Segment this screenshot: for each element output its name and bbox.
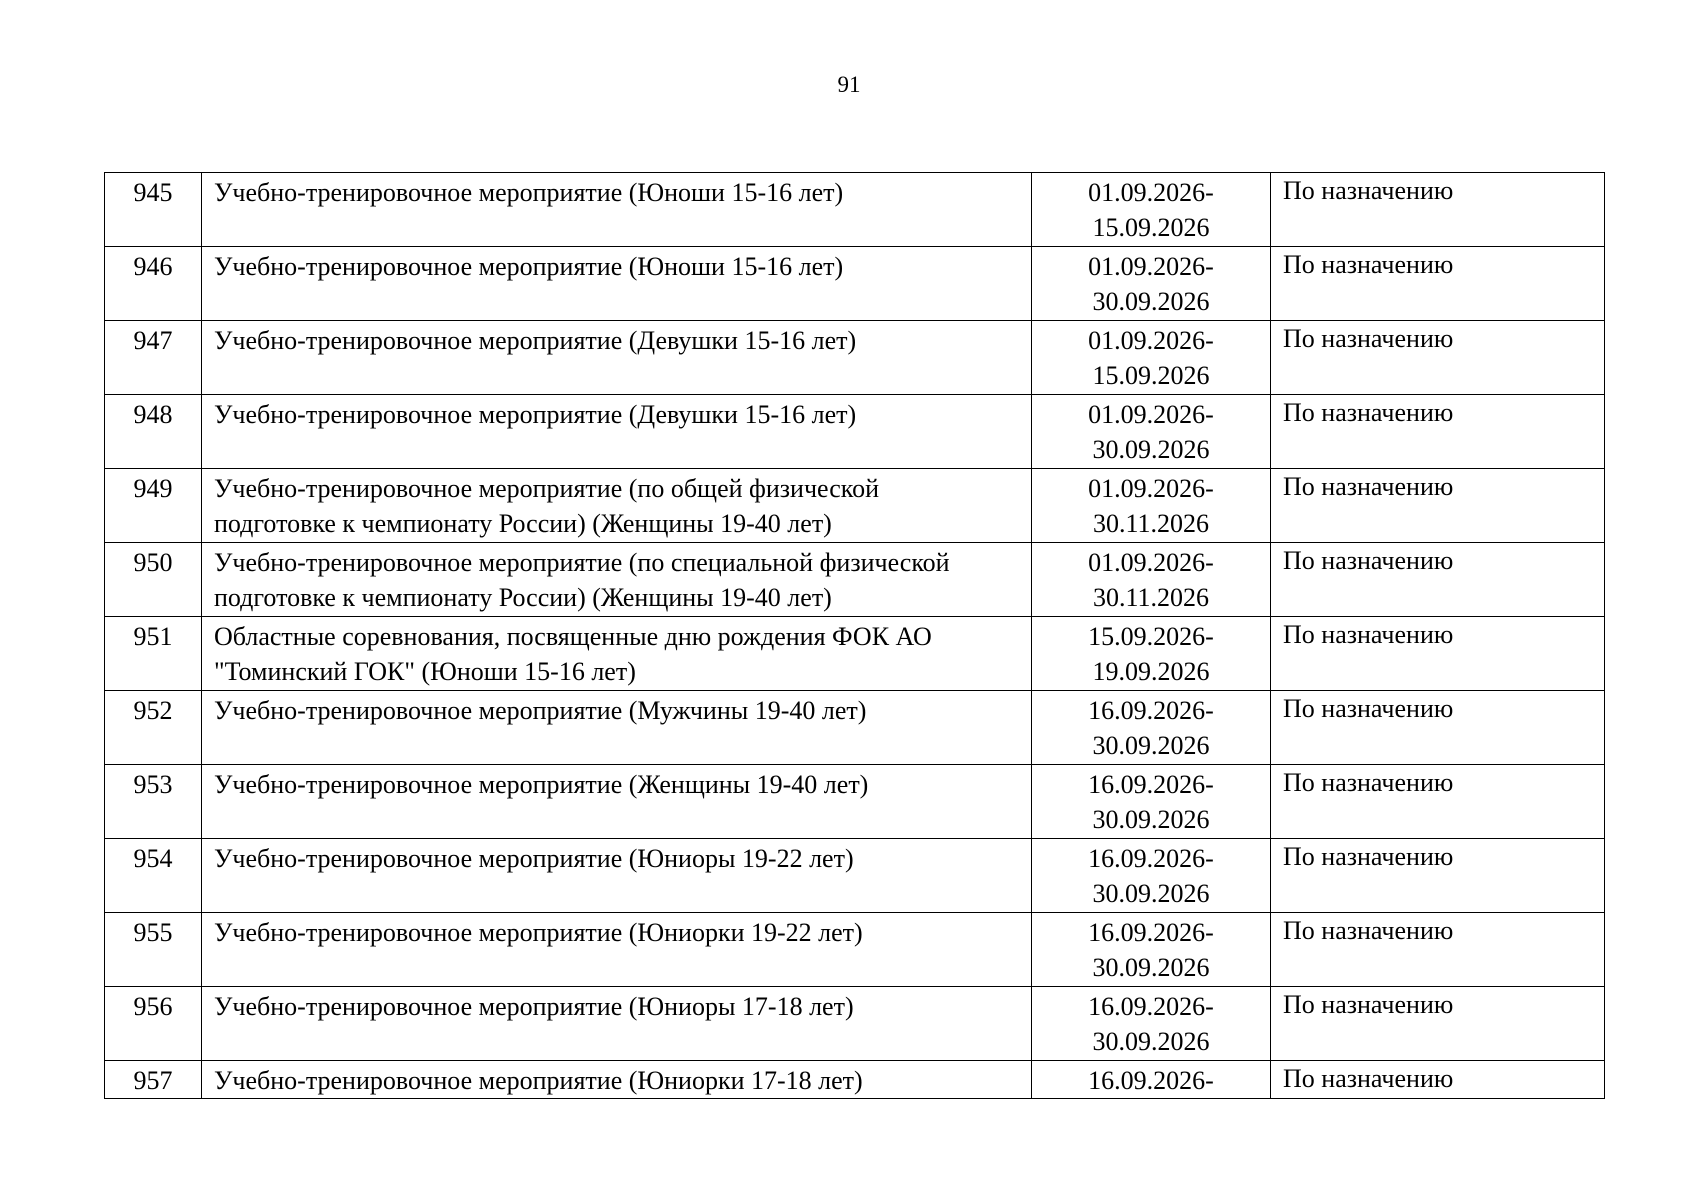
event-dates (1032, 247, 1271, 321)
event-place: По назначению (1271, 765, 1605, 839)
date-start: 01.09.2026- (1088, 326, 1214, 355)
event-name-line: "Томинский ГОК" (Юноши 15-16 лет) (214, 657, 636, 686)
event-name (202, 321, 1032, 395)
date-start: 16.09.2026- (1088, 770, 1214, 799)
event-dates (1032, 469, 1271, 543)
row-number: 950 (105, 543, 202, 617)
date-end: 30.09.2026 (1092, 879, 1210, 908)
date-start: 01.09.2026- (1088, 252, 1214, 281)
event-place: По назначению (1271, 691, 1605, 765)
date-end: 15.09.2026 (1092, 213, 1210, 242)
table-row (105, 247, 1605, 321)
row-number: 955 (105, 913, 202, 987)
date-end: 30.09.2026 (1092, 805, 1210, 834)
event-dates (1032, 395, 1271, 469)
row-number: 957 (105, 1061, 202, 1099)
event-name (202, 395, 1032, 469)
event-name-line: Учебно-тренировочное мероприятие (Девушки 15-16 лет) (214, 326, 857, 355)
event-dates (1032, 839, 1271, 913)
event-name (202, 247, 1032, 321)
event-name-line: Учебно-тренировочное мероприятие (Девушки 15-16 лет) (214, 400, 857, 429)
table-row (105, 839, 1605, 913)
row-number: 956 (105, 987, 202, 1061)
event-place: По назначению (1271, 1061, 1605, 1099)
date-start: 15.09.2026- (1088, 622, 1214, 651)
date-start: 16.09.2026- (1088, 992, 1214, 1021)
row-number: 951 (105, 617, 202, 691)
event-place: По назначению (1271, 321, 1605, 395)
date-start: 16.09.2026- (1088, 696, 1214, 725)
row-number: 952 (105, 691, 202, 765)
event-name-line: Учебно-тренировочное мероприятие (Юниорки 17-18 лет) (214, 1066, 863, 1095)
event-name-line: Учебно-тренировочное мероприятие (Юниоры 17-18 лет) (214, 992, 854, 1021)
event-place: По назначению (1271, 913, 1605, 987)
date-start: 16.09.2026- (1088, 1066, 1214, 1095)
table-row (105, 543, 1605, 617)
date-start: 01.09.2026- (1088, 474, 1214, 503)
event-dates (1032, 617, 1271, 691)
table-row (105, 617, 1605, 691)
event-dates (1032, 543, 1271, 617)
event-dates (1032, 913, 1271, 987)
date-start: 16.09.2026- (1088, 918, 1214, 947)
event-name (202, 617, 1032, 691)
event-name-line: Учебно-тренировочное мероприятие (Юниорки 19-22 лет) (214, 918, 863, 947)
event-dates (1032, 321, 1271, 395)
event-name (202, 543, 1032, 617)
date-end: 30.11.2026 (1092, 509, 1210, 538)
row-number: 949 (105, 469, 202, 543)
event-name-line: Учебно-тренировочное мероприятие (Мужчины 19-40 лет) (214, 696, 867, 725)
event-name (202, 913, 1032, 987)
event-name (202, 987, 1032, 1061)
event-name-line: подготовке к чемпионату России) (Женщины 19-40 лет) (214, 509, 832, 538)
event-dates (1032, 765, 1271, 839)
date-end: 30.09.2026 (1092, 435, 1210, 464)
page-number: 91 (837, 72, 861, 97)
event-dates (1032, 691, 1271, 765)
event-name (202, 469, 1032, 543)
date-end: 15.09.2026 (1092, 361, 1210, 390)
table-row (105, 691, 1605, 765)
event-name-line: Учебно-тренировочное мероприятие (Юноши 15-16 лет) (214, 178, 844, 207)
date-end: 30.09.2026 (1092, 287, 1210, 316)
event-dates (1032, 1061, 1271, 1099)
event-name (202, 839, 1032, 913)
row-number: 946 (105, 247, 202, 321)
row-number: 947 (105, 321, 202, 395)
event-name-line: Учебно-тренировочное мероприятие (по общей физической (214, 474, 879, 503)
event-place: По назначению (1271, 247, 1605, 321)
table-row (105, 395, 1605, 469)
date-start: 01.09.2026- (1088, 400, 1214, 429)
date-end: 19.09.2026 (1092, 657, 1210, 686)
event-name-line: подготовке к чемпионату России) (Женщины 19-40 лет) (214, 583, 832, 612)
event-name (202, 173, 1032, 247)
event-place: По назначению (1271, 395, 1605, 469)
table-row (105, 173, 1605, 247)
row-number: 948 (105, 395, 202, 469)
table-row (105, 1061, 1605, 1099)
table-row (105, 765, 1605, 839)
event-name-line: Областные соревнования, посвященные дню рождения ФОК АО (214, 622, 932, 651)
date-end: 30.09.2026 (1092, 953, 1210, 982)
event-name (202, 1061, 1032, 1099)
event-name (202, 765, 1032, 839)
event-place: По назначению (1271, 173, 1605, 247)
event-dates (1032, 987, 1271, 1061)
event-place: По назначению (1271, 543, 1605, 617)
event-name-line: Учебно-тренировочное мероприятие (по специальной физической (214, 548, 950, 577)
event-name-line: Учебно-тренировочное мероприятие (Женщины 19-40 лет) (214, 770, 869, 799)
date-start: 16.09.2026- (1088, 844, 1214, 873)
date-end: 30.09.2026 (1092, 731, 1210, 760)
event-place: По назначению (1271, 839, 1605, 913)
event-place: По назначению (1271, 617, 1605, 691)
event-name-line: Учебно-тренировочное мероприятие (Юноши 15-16 лет) (214, 252, 844, 281)
row-number: 954 (105, 839, 202, 913)
event-place: По назначению (1271, 469, 1605, 543)
event-dates (1032, 173, 1271, 247)
table-row (105, 469, 1605, 543)
event-name-line: Учебно-тренировочное мероприятие (Юниоры 19-22 лет) (214, 844, 854, 873)
date-start: 01.09.2026- (1088, 178, 1214, 207)
date-end: 30.09.2026 (1092, 1027, 1210, 1056)
event-place: По назначению (1271, 987, 1605, 1061)
date-end: 30.11.2026 (1092, 583, 1210, 612)
row-number: 953 (105, 765, 202, 839)
table-row (105, 913, 1605, 987)
date-start: 01.09.2026- (1088, 548, 1214, 577)
events-table (104, 172, 1605, 1099)
table-row (105, 321, 1605, 395)
table-row (105, 987, 1605, 1061)
row-number: 945 (105, 173, 202, 247)
event-name (202, 691, 1032, 765)
